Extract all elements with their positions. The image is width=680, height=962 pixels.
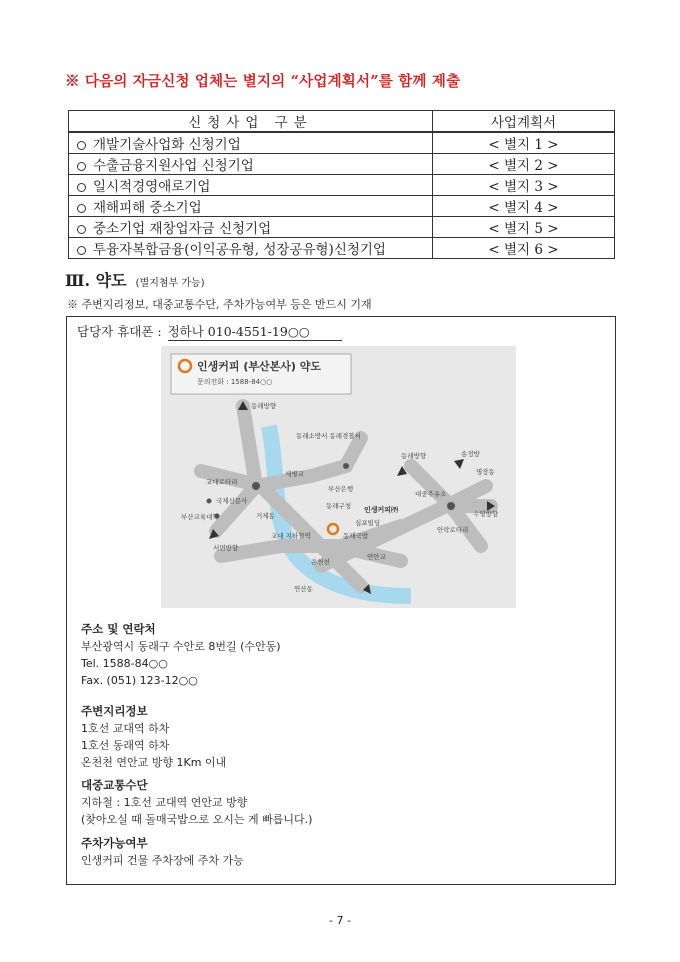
landmark-dot-icon — [207, 499, 212, 504]
table-row — [69, 154, 615, 175]
info-heading: 대중교통수단 — [81, 778, 148, 792]
circle-bullet-icon — [77, 204, 86, 213]
page-number: - 7 - — [329, 914, 351, 927]
map-label: 동래국밥 — [343, 532, 369, 540]
section-note: ※ 주변지리정보, 대중교통수단, 주차가능여부 등은 반드시 기재 — [67, 298, 372, 311]
map-label: 명장동 — [476, 468, 495, 476]
info-line: (찾아오실 때 돌매국밥으로 오시는 게 빠릅니다.) — [81, 813, 313, 826]
map-label: 인생커피㈜ — [364, 506, 399, 514]
row-plan: < 별지 3 > — [433, 175, 615, 196]
rotary-dot-icon — [252, 482, 260, 490]
info-block-geography — [81, 703, 226, 771]
table-row — [69, 217, 615, 238]
info-line: 부산광역시 동래구 수안로 8번길 (수안동) — [81, 640, 281, 653]
info-line: 1호선 동래역 하차 — [81, 739, 170, 752]
section-heading — [65, 268, 205, 291]
map-label: 심포빌딩 — [355, 519, 381, 527]
rotary-dot-icon — [447, 502, 455, 510]
row-category: 투융자복합금융(이익공유형, 성장공유형)신청기업 — [93, 242, 386, 258]
contact-label: 담당자 휴대폰 : — [77, 324, 162, 339]
map-box — [66, 316, 616, 885]
table-row — [69, 238, 615, 259]
contact-line — [77, 322, 342, 341]
info-line: 인생커피 건물 주차장에 주차 가능 — [81, 854, 244, 867]
map-label: 부산은행 — [328, 485, 354, 493]
map-label: 거제동 — [256, 512, 275, 520]
circle-bullet-icon — [77, 225, 86, 234]
map-label: 동래방향 — [401, 452, 427, 460]
row-category: 수출금융지원사업 신청기업 — [93, 158, 254, 174]
row-plan: < 별지 1 > — [433, 132, 615, 154]
map-label: 동래소방서 동래경찰서 — [296, 432, 361, 440]
map-label: 부산교육대학 — [181, 513, 219, 521]
map-label: 교대로타리 — [206, 478, 238, 486]
plan-table — [68, 110, 615, 259]
info-heading: 주차가능여부 — [81, 836, 148, 850]
contact-value: 정하나 010-4551-19○○ — [168, 322, 342, 341]
info-line: 온천천 연안교 방향 1Km 이내 — [81, 756, 227, 769]
row-category: 재해피해 중소기업 — [93, 200, 202, 216]
table-header-row — [69, 111, 615, 133]
section-subtitle: (별지첨부 가능) — [135, 278, 205, 289]
info-block-parking — [81, 835, 244, 869]
header-plan: 사업계획서 — [433, 111, 615, 133]
row-category: 개발기술사업화 신청기업 — [93, 137, 241, 153]
map-label: 연산동 — [294, 585, 313, 593]
info-line: Fax. (051) 123-12○○ — [81, 674, 198, 687]
map-label: 온천천 — [311, 558, 330, 566]
circle-bullet-icon — [77, 162, 86, 171]
map-title: 인생커피 (부산본사) 약도 — [197, 360, 321, 373]
location-map — [161, 346, 516, 608]
map-label: 국제신문사 — [216, 497, 248, 505]
row-category: 일시적경영애로기업 — [93, 179, 211, 195]
row-plan: < 별지 2 > — [433, 154, 615, 175]
map-phone: 문의전화 : 1588-84○○ — [197, 378, 273, 386]
info-block-transit — [81, 777, 312, 828]
landmark-dot-icon — [343, 463, 349, 469]
circle-bullet-icon — [77, 246, 86, 255]
map-label: 서면방향 — [213, 544, 239, 552]
circle-bullet-icon — [77, 183, 86, 192]
info-heading: 주변지리정보 — [81, 704, 148, 718]
table-row — [69, 132, 615, 154]
map-label: 동래방향 — [251, 402, 277, 410]
map-label: 세병교 — [285, 470, 304, 478]
row-plan: < 별지 5 > — [433, 217, 615, 238]
map-label: 교대 지하철역 — [271, 532, 311, 540]
notice-text: ※ 다음의 자금신청 업체는 별지의 “사업계획서”를 함께 제출 — [65, 73, 461, 90]
info-line: Tel. 1588-84○○ — [81, 657, 168, 670]
map-label: 수영방향 — [473, 510, 499, 518]
info-heading: 주소 및 연락처 — [81, 622, 156, 636]
map-label: 연안교 — [367, 553, 386, 561]
section-title: Ⅲ. 약도 — [65, 271, 127, 290]
row-category: 중소기업 재창업자금 신청기업 — [93, 221, 272, 237]
row-plan: < 별지 4 > — [433, 196, 615, 217]
info-line: 1호선 교대역 하차 — [81, 722, 170, 735]
header-category: 신청사업 구분 — [69, 111, 433, 133]
map-label: 대중주유소 — [415, 490, 447, 498]
info-block-address — [81, 621, 281, 689]
table-row — [69, 196, 615, 217]
map-label: 송정방 — [461, 450, 480, 458]
info-line: 지하철 : 1호선 교대역 연안교 방향 — [81, 796, 248, 809]
map-label: 안락로타리 — [437, 526, 469, 534]
map-label: 동래구청 — [326, 502, 352, 510]
table-row — [69, 175, 615, 196]
circle-bullet-icon — [77, 141, 86, 150]
row-plan: < 별지 6 > — [433, 238, 615, 259]
